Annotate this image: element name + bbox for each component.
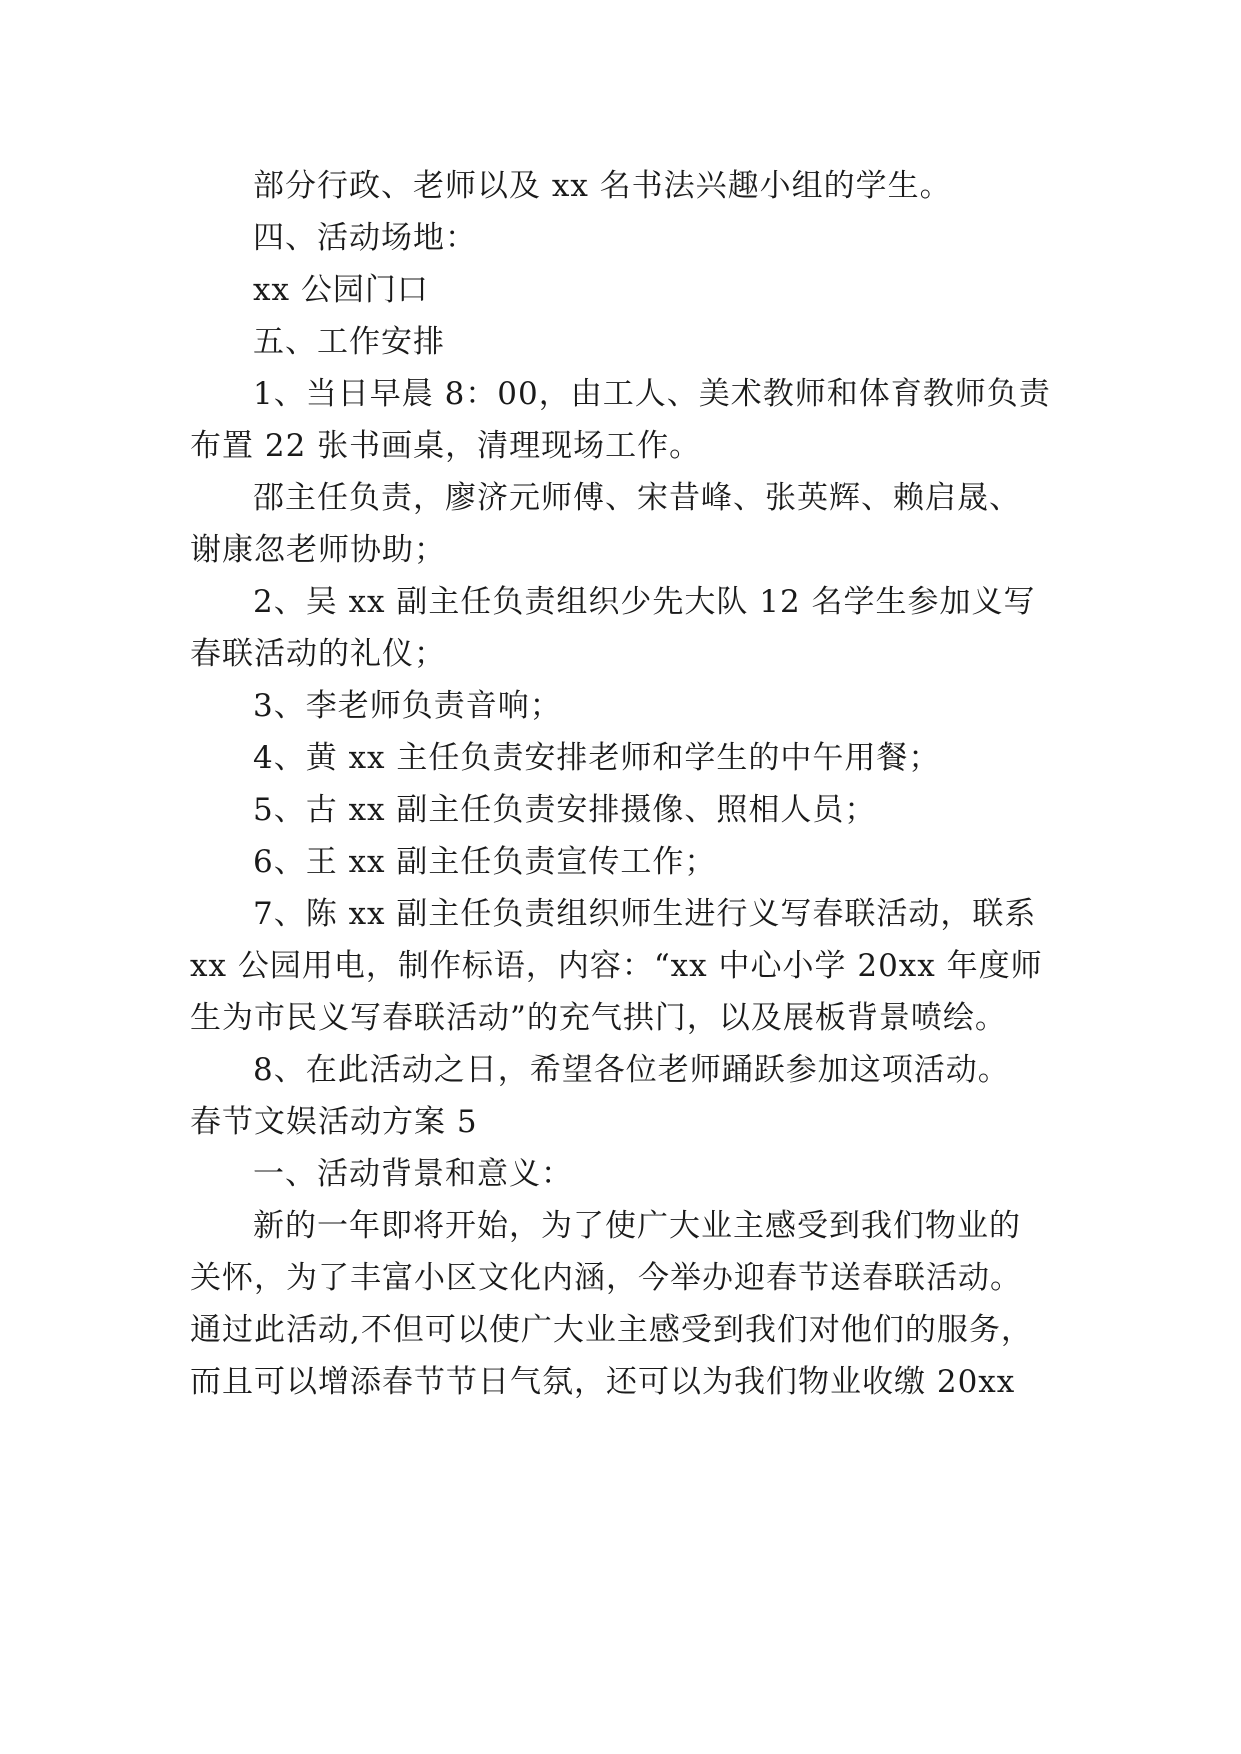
paragraph-continuation: 而且可以增添春节节日气氛，还可以为我们物业收缴 20xx: [190, 1364, 1016, 1400]
list-item: 6、王 xx 副主任负责宣传工作；: [253, 844, 717, 880]
list-item-continuation: 生为市民义写春联活动”的充气拱门，以及展板背景喷绘。: [190, 1000, 1007, 1036]
document-title: 春节文娱活动方案 5: [190, 1104, 478, 1140]
list-item: 4、黄 xx 主任负责安排老师和学生的中午用餐；: [253, 740, 941, 776]
list-item: 8、在此活动之日，希望各位老师踊跃参加这项活动。: [253, 1052, 1010, 1088]
paragraph-line: 部分行政、老师以及 xx 名书法兴趣小组的学生。: [253, 168, 952, 204]
paragraph-line: xx 公园门口: [253, 272, 429, 308]
paragraph-continuation: 通过此活动,不但可以使广大业主感受到我们对他们的服务，: [190, 1312, 1033, 1348]
list-item-continuation: 春联活动的礼仪；: [190, 636, 446, 672]
section-heading: 四、活动场地：: [253, 220, 477, 256]
paragraph-line: 新的一年即将开始，为了使广大业主感受到我们物业的: [253, 1208, 1021, 1244]
list-item: 7、陈 xx 副主任负责组织师生进行义写春联活动，联系: [253, 896, 1037, 932]
list-item: 1、当日早晨 8：00，由工人、美术教师和体育教师负责: [253, 376, 1051, 412]
list-item-continuation: xx 公园用电，制作标语，内容：“xx 中心小学 20xx 年度师: [190, 948, 1043, 984]
list-item: 3、李老师负责音响；: [253, 688, 562, 724]
paragraph-line: 邵主任负责，廖济元师傅、宋昔峰、张英辉、赖启晟、: [253, 480, 1021, 516]
section-heading: 五、工作安排: [253, 324, 445, 360]
paragraph-continuation: 关怀，为了丰富小区文化内涵，今举办迎春节送春联活动。: [190, 1260, 1022, 1296]
paragraph-continuation: 谢康忽老师协助；: [190, 532, 446, 568]
list-item-continuation: 布置 22 张书画桌，清理现场工作。: [190, 428, 702, 464]
list-item: 2、吴 xx 副主任负责组织少先大队 12 名学生参加义写: [253, 584, 1036, 620]
section-heading: 一、活动背景和意义：: [253, 1156, 573, 1192]
list-item: 5、古 xx 副主任负责安排摄像、照相人员；: [253, 792, 877, 828]
